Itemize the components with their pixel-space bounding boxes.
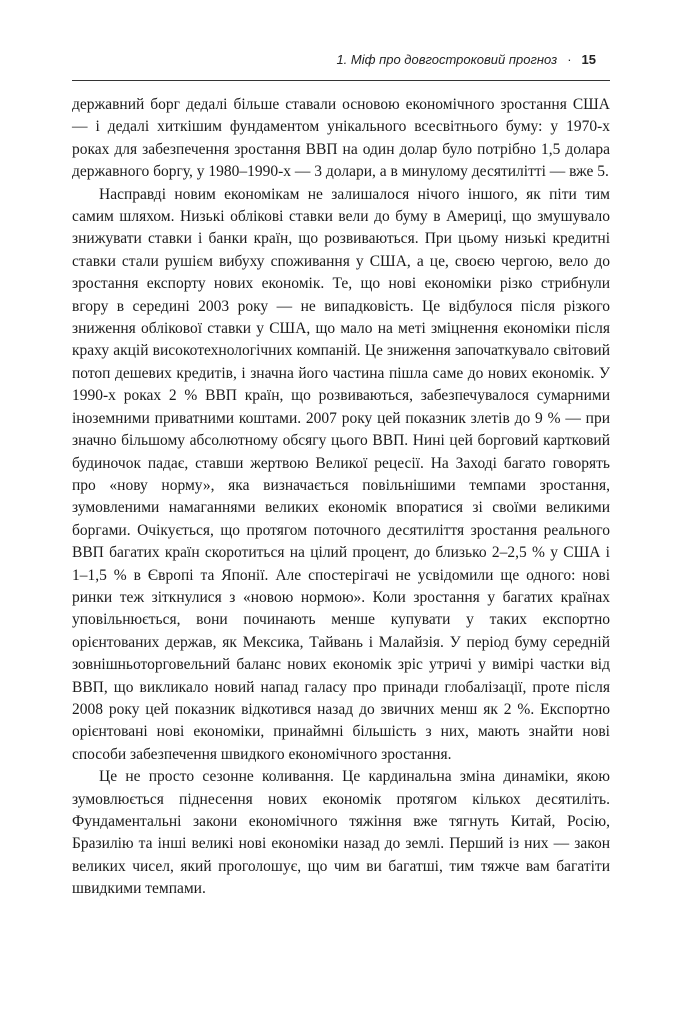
paragraph: Насправді новим економікам не залишалося нічого іншого, як піти тим самим шляхом. Низькі облікові ставки вели до буму в Америці, що змушувало знижувати ставки і банки країн, що розвиваються. При цьому низькі кредитні ставки стали рушієм вибуху споживання у США, а це, своєю чергою, вело до зростання експорту нових економік. Те, що нові економіки різко стрибнули вгору в середині 2003 року — не випадковість. Це відбулося після різкого зниження облікової ставки у США, що мало на меті зміцнення економіки після краху акцій високотехнологічних компаній. Це зниження започаткувало світовий потоп дешевих кредитів, і значна його частина пішла саме до нових економік. У 1990-х роках 2 % ВВП країн, що розвиваються, забезпечувалося сумарними іноземними приватними коштами. 2007 року цей показник злетів до 9 % — при значно більшому абсолютному обсягу цього ВВП. Нині цей борговий картковий будиночок падає, ставши жертвою Великої рецесії. На Заході багато говорять про «нову норму», яка визначається повільнішими темпами зростання, зумовленими намаганнями великих економік впоратися зі своїми великими боргами. Очікується, що протягом поточного десятиліття зростання реального ВВП багатих країн скоротиться на цілий процент, до близько 2–2,5 % у США і 1–1,5 % в Європі та Японії. Але спостерігачі не усвідомили ще одного: нові ринки теж зіткнулися з «новою нормою». Коли зростання у багатих країнах уповільнюється, вони починають менше купувати у таких експортно орієнтованих держав, як Мексика, Тайвань і Малайзія. У період буму середній зовнішньоторговельний баланс нових економік зріс утричі у вимірі частки від ВВП, що викликало новий напад галасу про принади глобалізації, проте після 2008 року цей показник відкотився назад до звичних менш як 2 %. Експортно орієнтовані нові економіки, принаймні більшість з них, мають знайти нові способи забезпечення швидкого економічного зростання. [72, 185, 610, 763]
paragraph-continued: державний борг дедалі більше ставали основою економічного зростання США — і дедалі хиткішим фундаментом унікального всесвітнього буму: у 1970-х роках для забезпечення зростання ВВП на один долар було потрібно 1,5 долара державного боргу, у 1980–1990-х — 3 долари, а в минулому десятилітті — вже 5. [72, 96, 610, 181]
paragraph: Це не просто сезонне коливання. Це кардинальна зміна динаміки, якою зумовлюється піднесення нових економік протягом кількох десятиліть. Фундаментальні закони економічного тяжіння вже тягнуть Китай, Росію, Бразилію та інші великі нові економіки назад до землі. Перший із них — закон великих чисел, який проголошує, що чим ви багатші, тим тяжче вам багатіти швидкими темпами. [72, 768, 610, 898]
running-head [336, 52, 596, 67]
body-text [72, 94, 610, 901]
header-separator: · [567, 52, 572, 67]
page-number: 15 [581, 52, 596, 67]
header-rule [72, 80, 610, 81]
chapter-title: 1. Міф про довгостроковий прогноз [336, 52, 558, 67]
